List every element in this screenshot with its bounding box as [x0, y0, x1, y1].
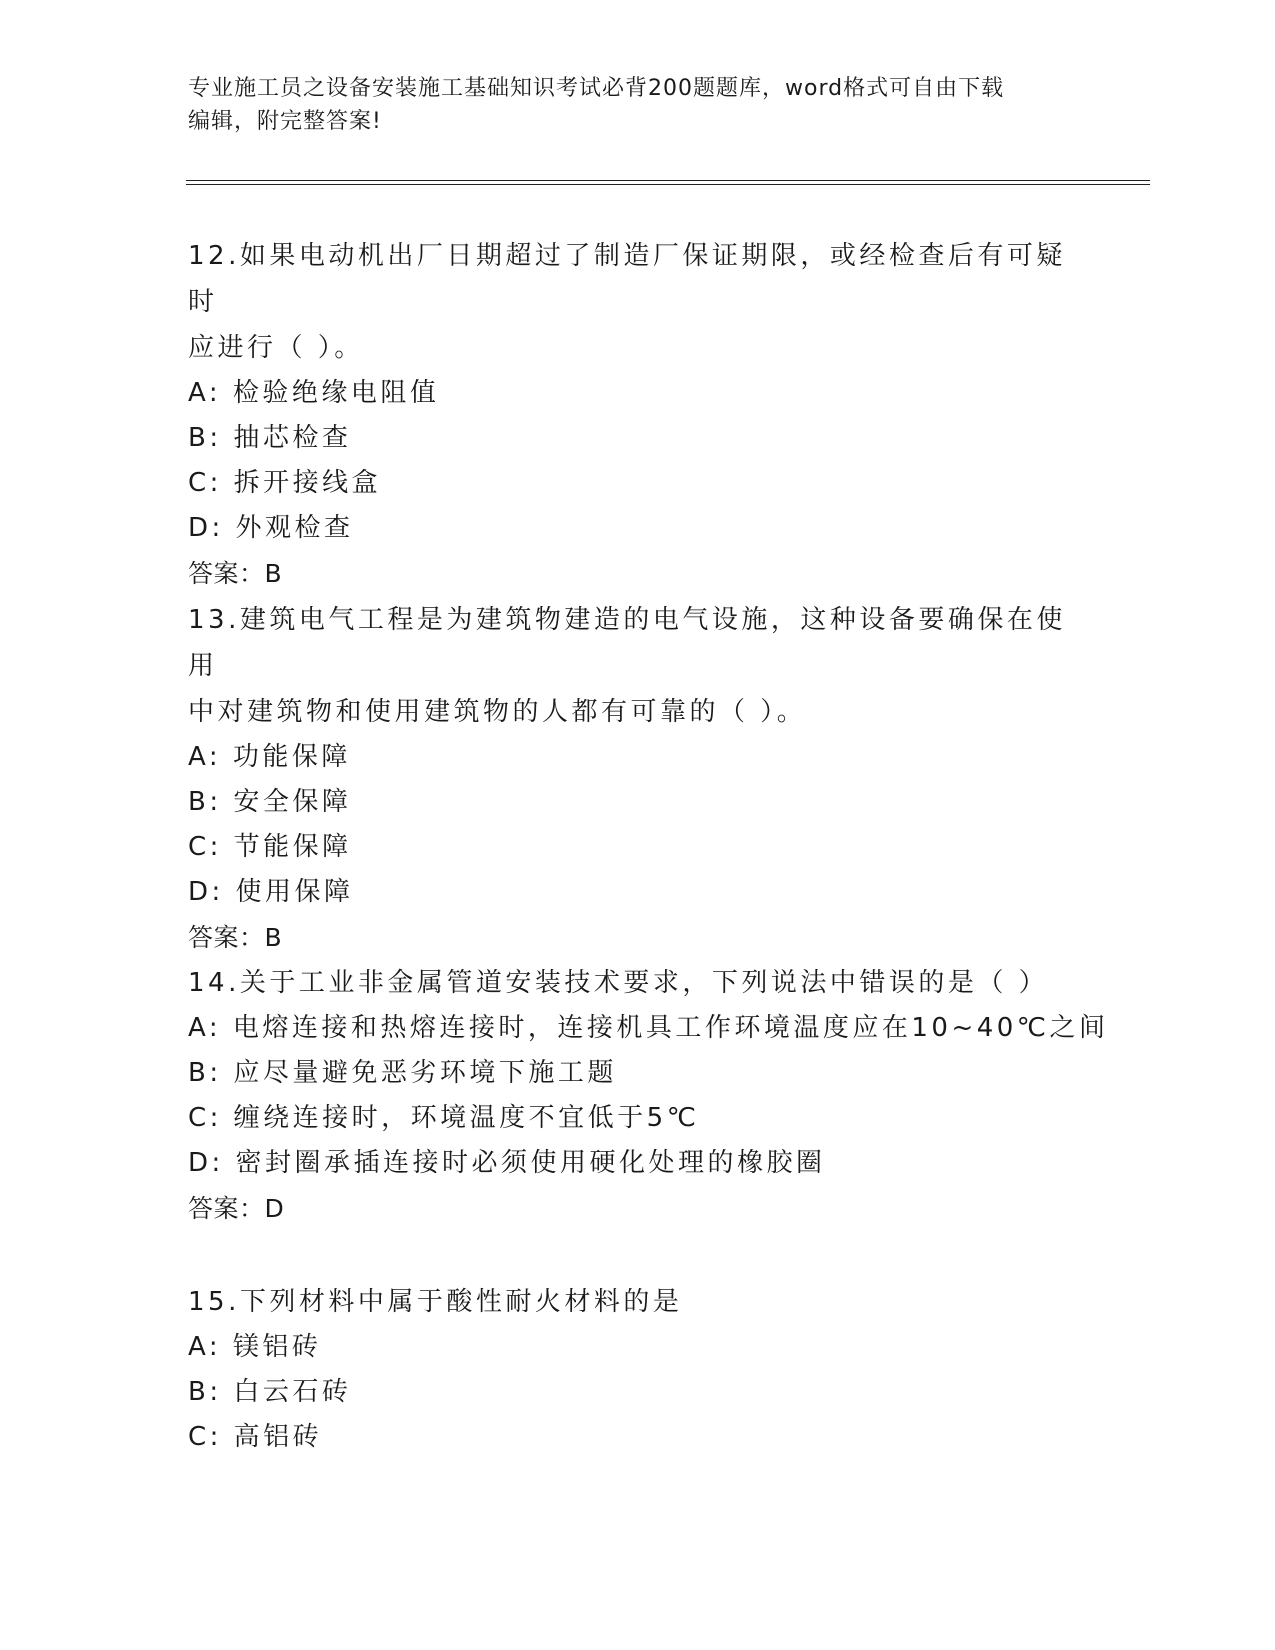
option-c: C: 节能保障 — [188, 832, 352, 862]
answer: 答案：B — [188, 559, 283, 588]
option-c: C: 高铝砖 — [188, 1422, 323, 1452]
option-c: C: 拆开接线盒 — [188, 468, 382, 498]
option-b: B: 白云石砖 — [188, 1377, 352, 1407]
header-divider-bottom — [186, 184, 1150, 185]
header-line-2: 编辑，附完整答案! — [188, 109, 382, 134]
question-12 — [188, 233, 1068, 597]
option-a: A: 功能保障 — [188, 742, 351, 772]
question-stem-continued: 应进行（ ）。 — [188, 333, 364, 363]
option-b: B: 抽芯检查 — [188, 423, 352, 453]
option-d: D: 外观检查 — [188, 513, 354, 543]
question-stem: 15.下列材料中属于酸性耐火材料的是 — [188, 1287, 683, 1317]
option-b: B: 安全保障 — [188, 787, 352, 817]
header-line-1: 专业施工员之设备安装施工基础知识考试必背200题题库，word格式可自由下载 — [188, 76, 1005, 101]
question-stem: 13.建筑电气工程是为建筑物建造的电气设施，这种设备要确保在使用 — [188, 605, 1066, 681]
answer: 答案：B — [188, 923, 283, 952]
option-a: A: 镁铝砖 — [188, 1332, 322, 1362]
answer: 答案：D — [188, 1194, 285, 1223]
option-d: D: 密封圈承插连接时必须使用硬化处理的橡胶圈 — [188, 1148, 826, 1178]
header-divider-top — [186, 180, 1150, 181]
question-stem: 14.关于工业非金属管道安装技术要求，下列说法中错误的是（ ） — [188, 968, 1049, 998]
document-header — [188, 72, 1088, 138]
question-stem-continued: 中对建筑物和使用建筑物的人都有可靠的（ ）。 — [188, 697, 807, 727]
option-a: A: 电熔连接和热熔连接时，连接机具工作环境温度应在10~40℃之间 — [188, 1013, 1109, 1043]
question-13 — [188, 597, 1068, 961]
option-a: A: 检验绝缘电阻值 — [188, 378, 440, 408]
option-c: C: 缠绕连接时，环境温度不宜低于5℃ — [188, 1103, 700, 1133]
option-b: B: 应尽量避免恶劣环境下施工题 — [188, 1058, 617, 1088]
question-15 — [188, 1279, 1068, 1460]
question-14 — [188, 960, 1109, 1232]
question-stem: 12.如果电动机出厂日期超过了制造厂保证期限，或经检查后有可疑时 — [188, 241, 1066, 317]
option-d: D: 使用保障 — [188, 877, 354, 907]
